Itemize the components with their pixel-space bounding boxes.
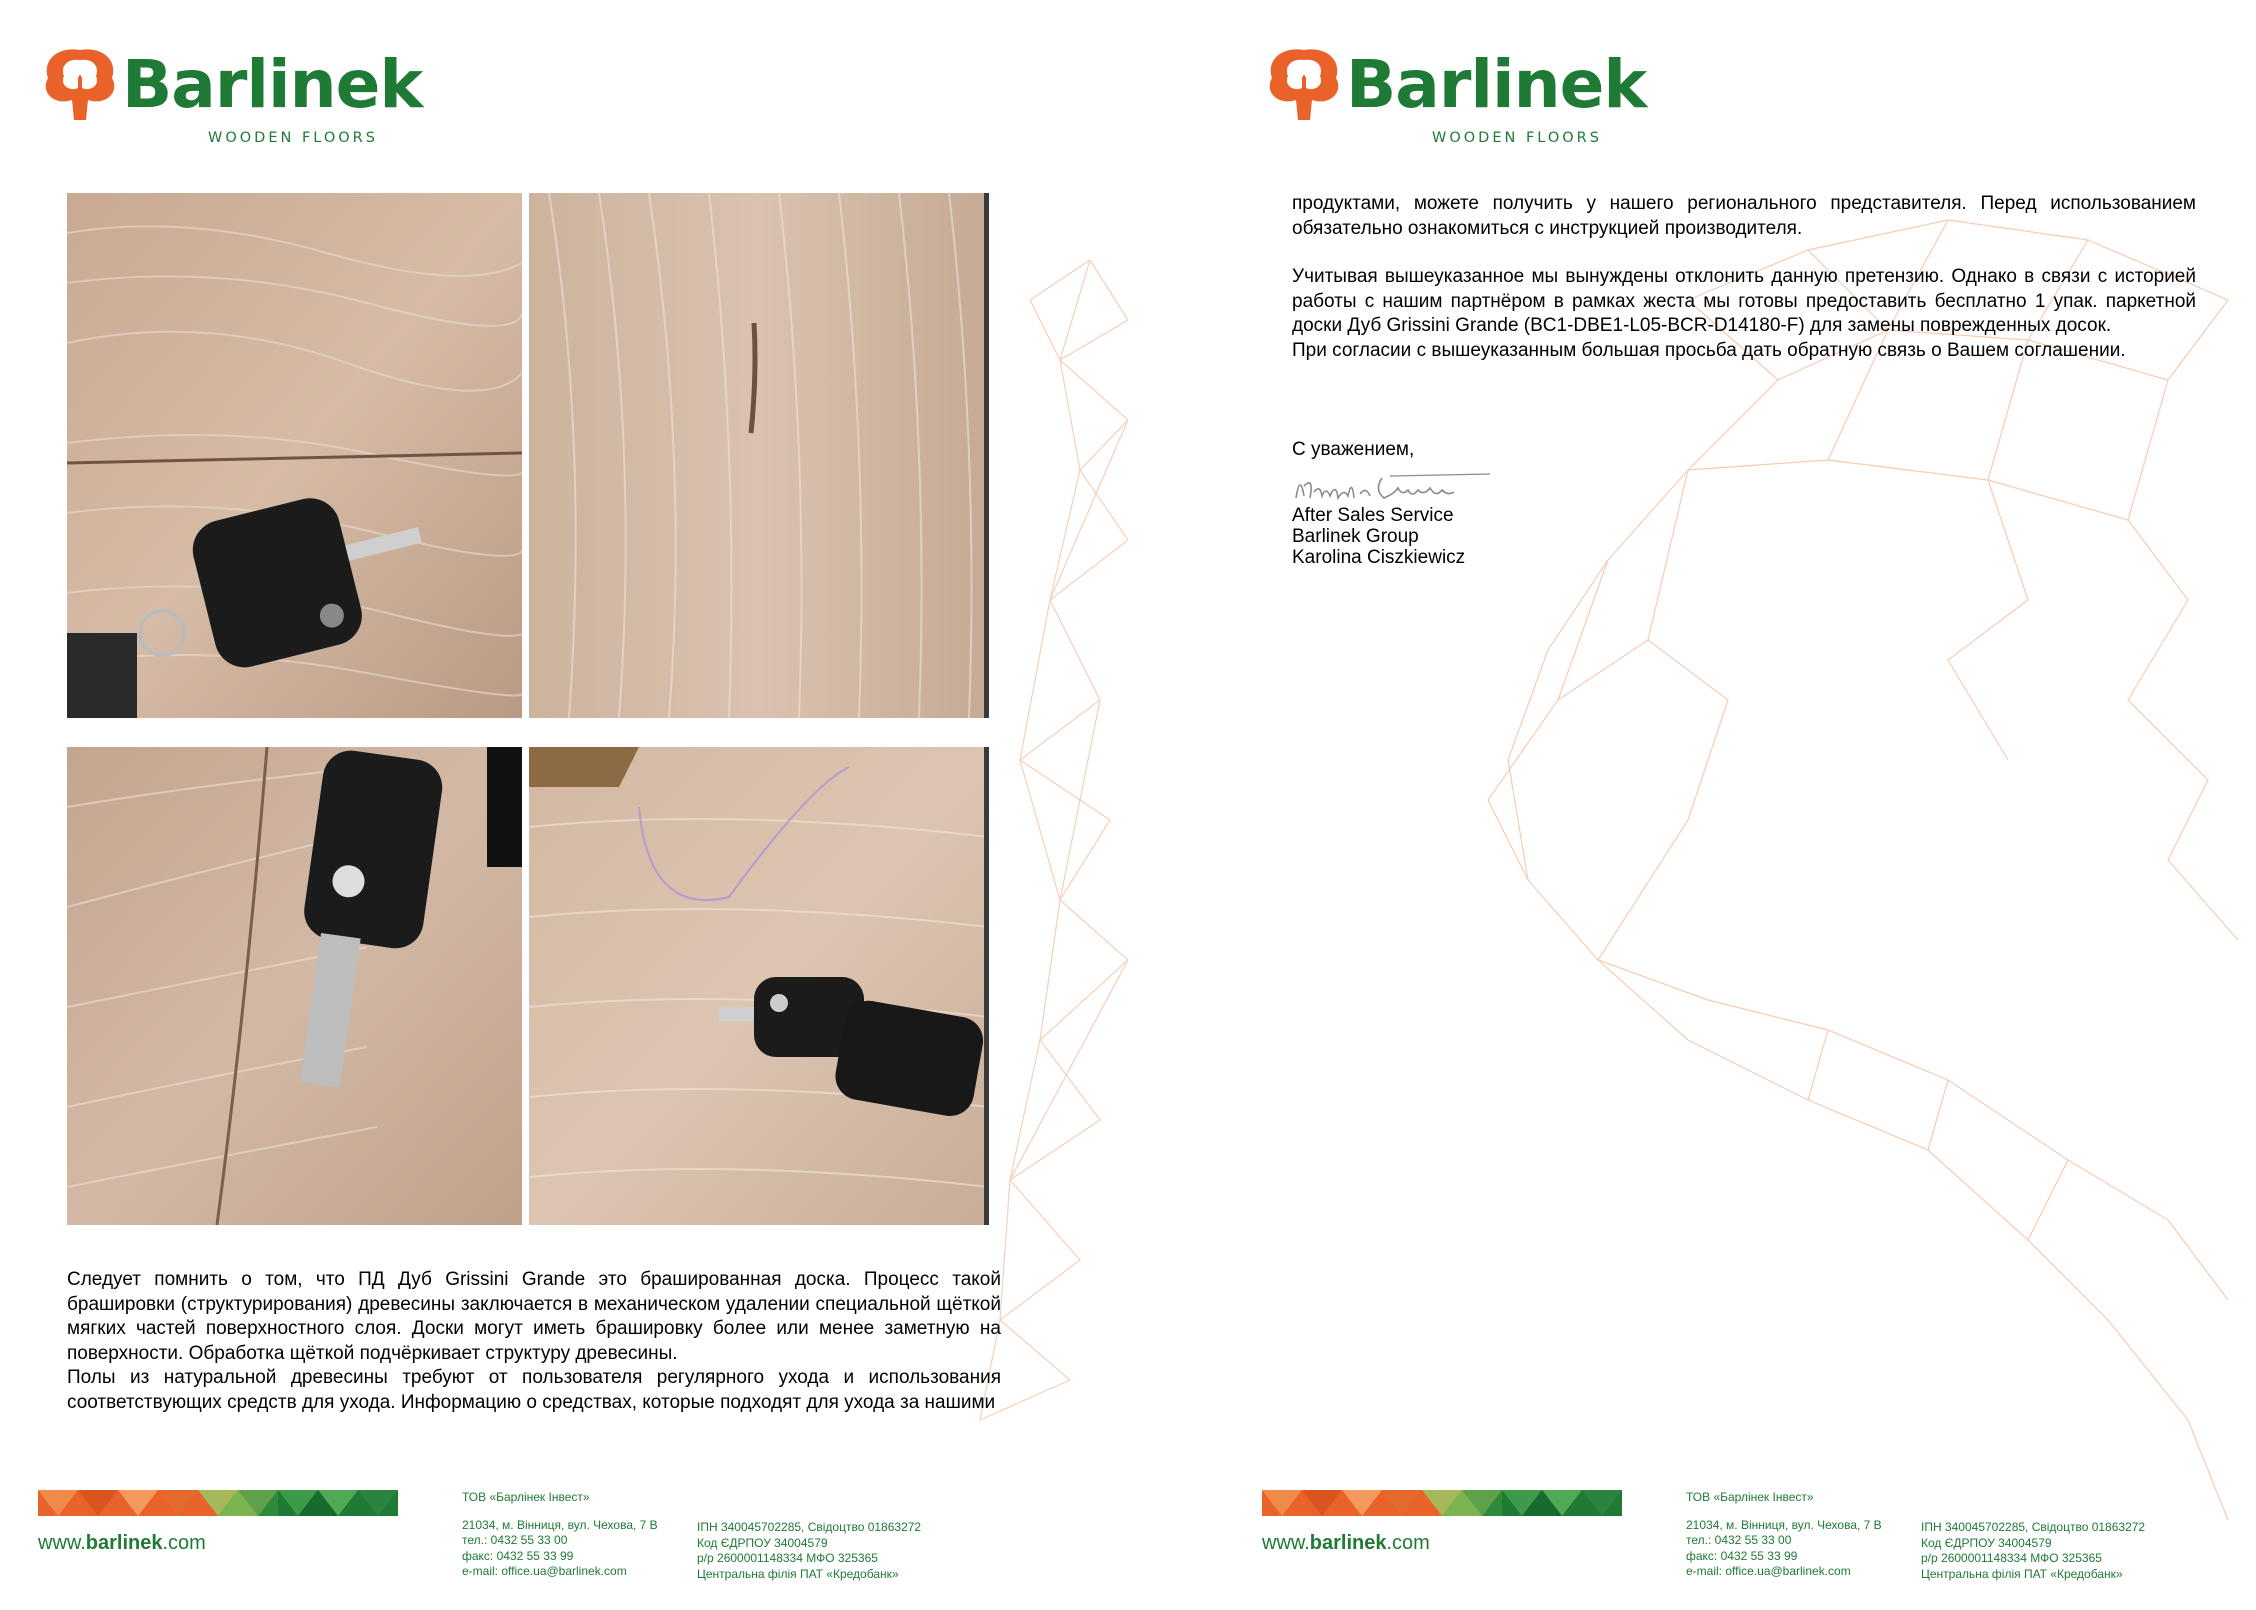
paragraph-products: продуктами, можете получить у нашего регионального представителя. Перед использованием обязательно ознакомиться с инструкцией производителя. bbox=[1292, 193, 2196, 239]
footer-address: ТОВ «Барлінек Інвест» 21034, м. Вінниця, вул. Чехова, 7 В тел.: 0432 55 33 00 факс: 0432 55 33 99 e-mail: office.ua@barlinek.com bbox=[1686, 1490, 1882, 1578]
footer-address: ТОВ «Барлінек Інвест» 21034, м. Вінниця, вул. Чехова, 7 В тел.: 0432 55 33 00 факс: 0432 55 33 99 e-mail: office.ua@barlinek.com bbox=[462, 1490, 658, 1578]
barlinek-logo bbox=[38, 38, 423, 148]
company-name: ТОВ «Барлінек Інвест» bbox=[1686, 1490, 1814, 1504]
company-name: ТОВ «Барлінек Інвест» bbox=[462, 1490, 590, 1504]
paragraph-decision: Учитывая вышеуказанное мы вынуждены отклонить данную претензию. Однако в связи с историей работы с нашим партнёром в рамках жеста мы готовы предоставить бесплатно 1 упак. паркетной доски Дуб Grissini Grande (BC1-DBE1-L05-BCR-D14180-F) для замены поврежденных досок. bbox=[1292, 266, 2196, 336]
body-text-left bbox=[67, 1268, 1001, 1415]
brand-name: Barlinek bbox=[122, 46, 423, 123]
footer-color-band bbox=[38, 1490, 398, 1516]
paragraph-brushing: Следует помнить о том, что ПД Дуб Grissini Grande это брашированная доска. Процесс такой брашировки (структурирования) древесины заключается в механическом удалении специальной щёткой мягких частей поверхностного слоя. Доски могут иметь брашировку более или менее заметную на поверхности. Обработка щёткой подчёркивает структуру древесины. bbox=[67, 1269, 1001, 1364]
handwritten-signature bbox=[1290, 468, 1490, 508]
signer-name: Karolina Ciszkiewicz bbox=[1292, 547, 1466, 568]
tree-logo-icon bbox=[38, 42, 122, 126]
footer-color-band bbox=[1262, 1490, 1622, 1516]
department-name: After Sales Service bbox=[1292, 505, 1454, 526]
footer-bank-details: ІПН 340045702285, Свідоцтво 01863272 Код ЄДРПОУ 34004579 р/р 2600001148334 МФО 325365 Центральна філія ПАТ «Кредобанк» bbox=[1921, 1520, 2146, 1581]
email-link[interactable]: e-mail: office.ua@barlinek.com bbox=[462, 1564, 627, 1578]
brand-tagline: WOODEN FLOORS bbox=[1432, 130, 1602, 146]
brand-name: Barlinek bbox=[1346, 46, 1647, 123]
floor-photo-4 bbox=[529, 747, 989, 1225]
tree-logo-icon bbox=[1262, 42, 1346, 126]
company-group: Barlinek Group bbox=[1292, 526, 1419, 547]
closing-greeting: С уважением, bbox=[1292, 439, 1415, 460]
signature-lines bbox=[1292, 505, 1692, 568]
brand-tagline: WOODEN FLOORS bbox=[208, 130, 378, 146]
paragraph-request: При согласии с вышеуказанным большая просьба дать обратную связь о Вашем соглашении. bbox=[1292, 339, 2126, 361]
closing-block bbox=[1292, 438, 1692, 463]
document-page-right bbox=[1128, 0, 2256, 1610]
body-text-right bbox=[1292, 192, 2196, 363]
footer-bank-details: ІПН 340045702285, Свідоцтво 01863272 Код ЄДРПОУ 34004579 р/р 2600001148334 МФО 325365 Центральна філія ПАТ «Кредобанк» bbox=[697, 1520, 922, 1581]
website-link[interactable]: www.barlinek.com bbox=[1262, 1532, 1430, 1554]
floor-photo-1 bbox=[67, 193, 522, 718]
floor-photo-2 bbox=[529, 193, 989, 718]
email-link[interactable]: e-mail: office.ua@barlinek.com bbox=[1686, 1564, 1851, 1578]
website-link[interactable]: www.barlinek.com bbox=[38, 1532, 206, 1554]
barlinek-logo bbox=[1262, 38, 1647, 148]
floor-photo-3 bbox=[67, 747, 522, 1225]
paragraph-care: Полы из натуральной древесины требуют от пользователя регулярного ухода и использования соответствующих средств для ухода. Информацию о средствах, которые подходят для ухода за нашими bbox=[67, 1367, 1001, 1413]
